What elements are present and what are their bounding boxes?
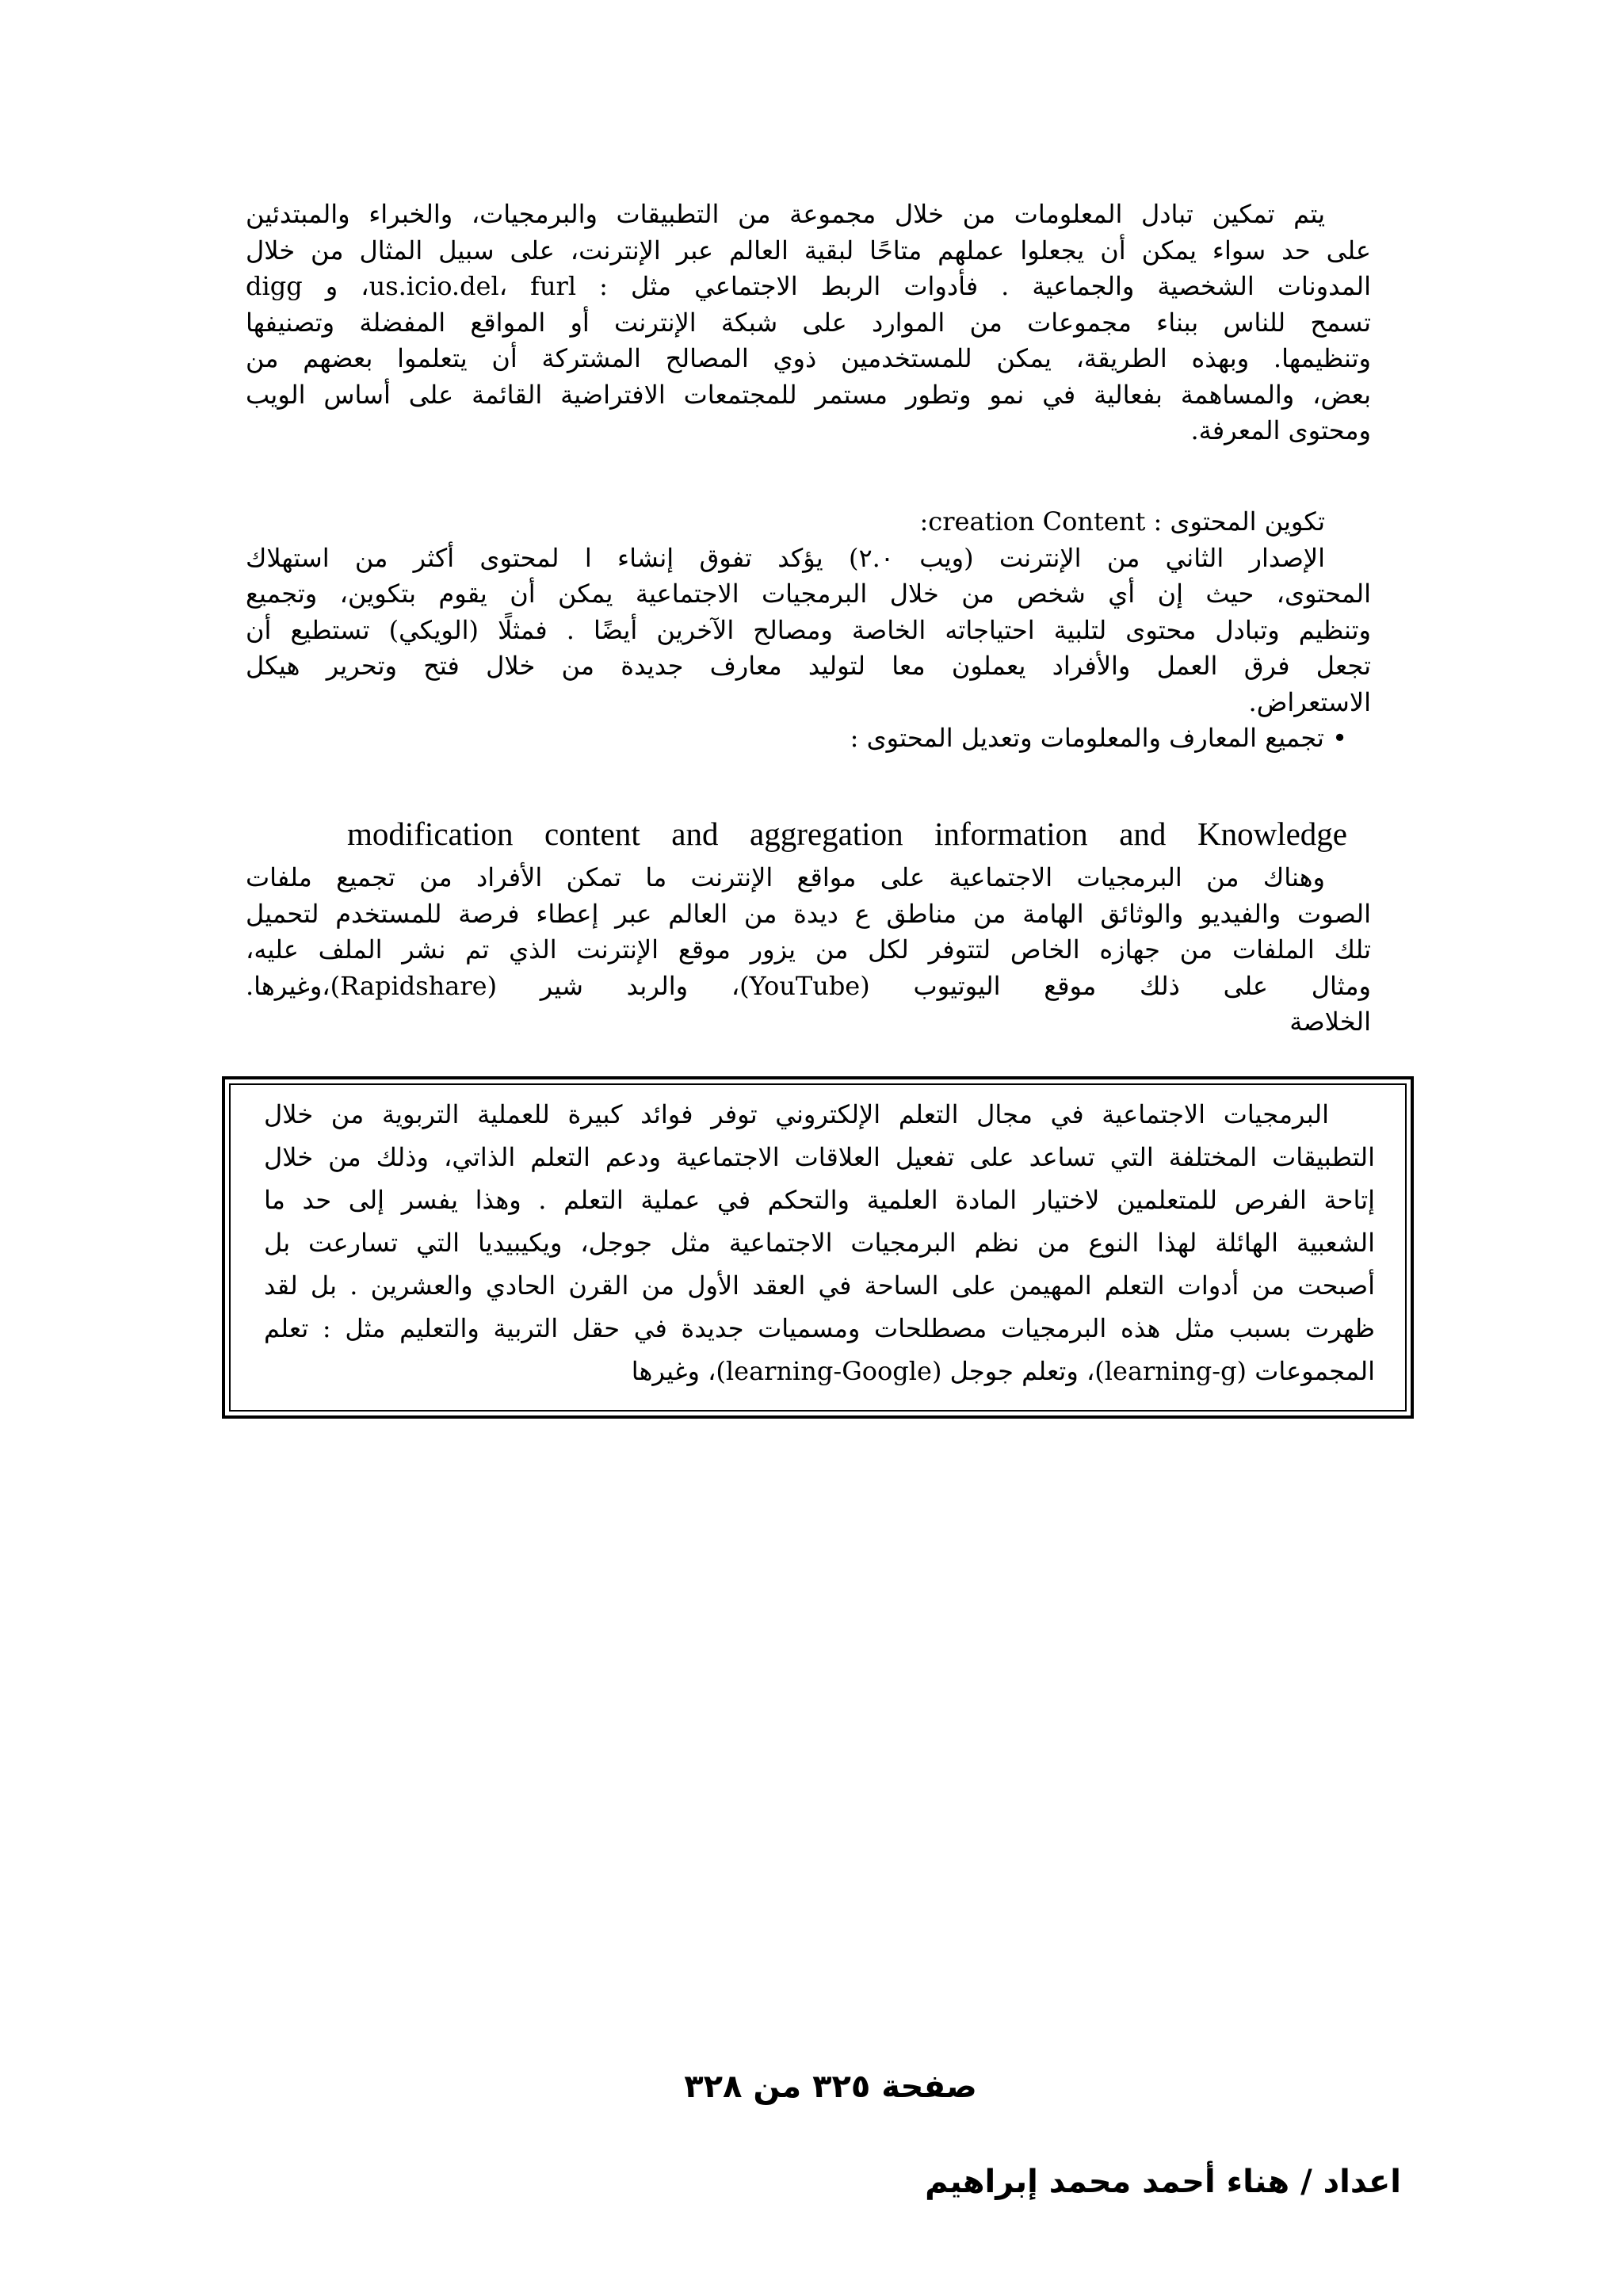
content-line: وتنظيم وتبادل محتوى لتلبية احتياجاته الخاصة ومصالح الآخرين أيضًا . فمثلًا (الويكي) تستطيع أن <box>246 614 1371 645</box>
intro-line: المدونات الشخصية والجماعية . فأدوات الربط الاجتماعي مثل : us.icio.del، furl، و digg <box>246 271 1371 301</box>
content-line: تجعل فرق العمل والأفراد يعملون معا لتوليد معارف جديدة من خلال فتح وتحرير هيكل <box>246 651 1371 681</box>
intro-line: على حد سواء يمكن أن يجعلوا عملهم متاحًا لبقية العالم عبر الإنترنت، على سبيل المثال من خلال <box>246 235 1371 266</box>
summary-line: البرمجيات الاجتماعية في مجال التعلم الإلكتروني توفر فوائد كبيرة للعملية التربوية من خلال <box>264 1099 1329 1129</box>
content-line: الاستعراض. <box>1248 686 1371 717</box>
page-number: صفحة ٣٢٥ من ٣٢٨ <box>684 2069 977 2105</box>
summary-line: أصبحت من أدوات التعلم المهيمن على الساحة في العقد الأول من القرن الحادي والعشرين . بل لقد <box>264 1270 1375 1301</box>
aggregation-line: ومثال على ذلك موقع اليوتيوب (YouTube)، والربد شير (Rapidshare)،وغيرها. <box>246 970 1371 1001</box>
summary-line: ظهرت بسبب مثل هذه البرمجيات مصطلحات ومسميات جديدة في حقل التربية والتعليم مثل : تعلم <box>264 1313 1375 1343</box>
content-heading: تكوين المحتوى : creation Content: <box>919 506 1325 537</box>
summary-line: المجموعات (learning-g)، وتعلم جوجل (learning-Google)، وغيرها <box>631 1356 1375 1386</box>
intro-line: ومحتوى المعرفة. <box>1190 415 1371 445</box>
aggregation-line: تلك الملفات من جهازه الخاص لتتوفر لكل من يزور موقع الإنترنت الذي تم نشر الملف عليه، <box>246 934 1371 965</box>
summary-line: الشعبية الهائلة لهذا النوع من نظم البرمجيات الاجتماعية مثل جوجل، ويكيبيديا التي تسارعت بل <box>264 1228 1375 1258</box>
content-creation-section <box>246 504 1371 757</box>
aggregation-line: الصوت والفيديو والوثائق الهامة من مناطق ع ديدة من العالم عبر إعطاء فرصة للمستخدم لتحميل <box>246 898 1371 929</box>
summary-box-inner <box>229 1083 1407 1412</box>
intro-paragraph <box>246 197 1371 449</box>
summary-line: التطبيقات المختلفة التي تساعد على تفعيل العلاقات الاجتماعية ودعم التعلم الذاتي، وذلك من خلال <box>264 1142 1375 1172</box>
content-line: المحتوى، حيث إن أي شخص من خلال البرمجيات الاجتماعية يمكن أن يقوم بتكوين، وتجميع <box>246 579 1371 609</box>
intro-line: تسمح للناس ببناء مجموعات من الموارد على شبكة الإنترنت أو المواقع المفضلة وتصنيفها <box>246 307 1371 338</box>
summary-box <box>222 1076 1414 1419</box>
aggregation-paragraph <box>246 860 1371 1041</box>
aggregation-english-heading: modification content and aggregation information and Knowledge <box>347 816 1347 852</box>
aggregation-bullet: • تجميع المعارف والمعلومات وتعديل المحتوى : <box>850 723 1347 753</box>
summary-line: إتاحة الفرص للمتعلمين لاختيار المادة العلمية والتحكم في عملية التعلم . وهذا يفسر إلى حد ما <box>264 1185 1375 1215</box>
summary-heading: الخلاصة <box>1289 1007 1371 1037</box>
intro-line: بعض، والمساهمة بفعالية في نمو وتطور مستمر للمجتمعات الافتراضية القائمة على أساس الويب <box>246 379 1371 410</box>
intro-line: وتنظيمها. وبهذه الطريقة، يمكن للمستخدمين ذوي المصالح المشتركة أن يتعلموا بعضهم من <box>246 343 1371 373</box>
content-line: الإصدار الثاني من الإنترنت (ويب ٢.٠) يؤكد تفوق إنشاء ا لمحتوى أكثر من استهلاك <box>246 542 1326 573</box>
intro-line: يتم تمكين تبادل المعلومات من خلال مجموعة من التطبيقات والبرمجيات، والخبراء والمبتدئين <box>246 199 1325 229</box>
aggregation-line: وهناك من البرمجيات الاجتماعية على مواقع الإنترنت ما تمكن الأفراد من تجميع ملفات <box>246 862 1325 892</box>
author-credit: اعداد / هناء أحمد محمد إبراهيم <box>925 2164 1401 2200</box>
